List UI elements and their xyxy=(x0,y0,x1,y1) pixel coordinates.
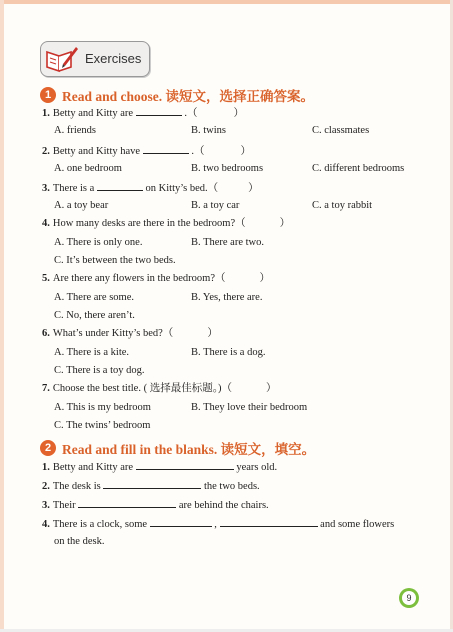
q1-option-b: B. twins xyxy=(191,125,227,136)
page-number: 9 xyxy=(402,591,416,605)
q3-option-c: C. a toy rabbit xyxy=(312,200,373,211)
q1-option-c: C. classmates xyxy=(312,125,370,136)
q4-option-c: C. It’s between the two beds. xyxy=(54,255,176,266)
answer-blank[interactable] xyxy=(97,180,143,191)
q2-option-a: A. one bedroom xyxy=(54,163,122,174)
question-4: 4. How many desks are there in the bedroom?（ ） xyxy=(42,218,291,229)
exercises-banner xyxy=(40,41,150,77)
fill-item-2: 2. The desk is the two beds. xyxy=(42,478,260,494)
top-edge xyxy=(0,0,453,4)
section-2-heading xyxy=(40,439,315,457)
q7-option-b: B. They love their bedroom xyxy=(191,402,308,413)
question-3: 3. There is a on Kitty’s bed.（ ） xyxy=(42,180,259,196)
page-number-badge xyxy=(399,588,419,608)
q5-option-b: B. Yes, there are. xyxy=(191,292,263,303)
q5-option-c: C. No, there aren’t. xyxy=(54,310,135,321)
answer-blank[interactable] xyxy=(143,143,189,154)
answer-blank[interactable] xyxy=(136,105,182,116)
fill-blank[interactable] xyxy=(103,478,201,489)
q5-option-a: A. There are some. xyxy=(54,292,134,303)
question-6: 6. What’s under Kitty’s bed?（ ） xyxy=(42,328,218,339)
section-1-number: 1 xyxy=(40,87,56,103)
fill-blank[interactable] xyxy=(150,516,212,527)
fill-blank[interactable] xyxy=(136,459,234,470)
section-2-title: Read and fill in the blanks. 读短文，填空。 xyxy=(62,442,316,457)
section-2-number: 2 xyxy=(40,440,56,456)
fill-item-4-continuation: on the desk. xyxy=(54,536,105,547)
q4-option-b: B. There are two. xyxy=(191,237,264,248)
fill-item-1: 1. Betty and Kitty are years old. xyxy=(42,459,277,475)
left-edge xyxy=(0,0,4,632)
fill-item-4: 4. There is a clock, some , and some flowers xyxy=(42,516,394,532)
question-5: 5. Are there any flowers in the bedroom?（ ） xyxy=(42,273,270,284)
banner-label: Exercises xyxy=(85,51,142,66)
fill-item-3: 3. Their are behind the chairs. xyxy=(42,497,269,513)
q6-option-b: B. There is a dog. xyxy=(191,347,266,358)
section-1-heading xyxy=(40,86,314,104)
q2-option-b: B. two bedrooms xyxy=(191,163,264,174)
q3-option-b: B. a toy car xyxy=(191,200,240,211)
q2-option-c: C. different bedrooms xyxy=(312,163,405,174)
q7-option-c: C. The twins’ bedroom xyxy=(54,420,151,431)
question-2: 2. Betty and Kitty have .（ ） xyxy=(42,143,251,159)
fill-blank[interactable] xyxy=(220,516,318,527)
fill-blank[interactable] xyxy=(78,497,176,508)
q6-option-c: C. There is a toy dog. xyxy=(54,365,145,376)
q7-option-a: A. This is my bedroom xyxy=(54,402,151,413)
question-7: 7. Choose the best title. ( 选择最佳标题。)（ ） xyxy=(42,383,277,394)
q4-option-a: A. There is only one. xyxy=(54,237,143,248)
q1-option-a: A. friends xyxy=(54,125,96,136)
section-1-title: Read and choose. 读短文，选择正确答案。 xyxy=(62,89,315,104)
q6-option-a: A. There is a kite. xyxy=(54,347,130,358)
q3-option-a: A. a toy bear xyxy=(54,200,109,211)
question-1: 1. Betty and Kitty are .（ ） xyxy=(42,105,244,121)
book-pencil-icon xyxy=(43,44,79,74)
